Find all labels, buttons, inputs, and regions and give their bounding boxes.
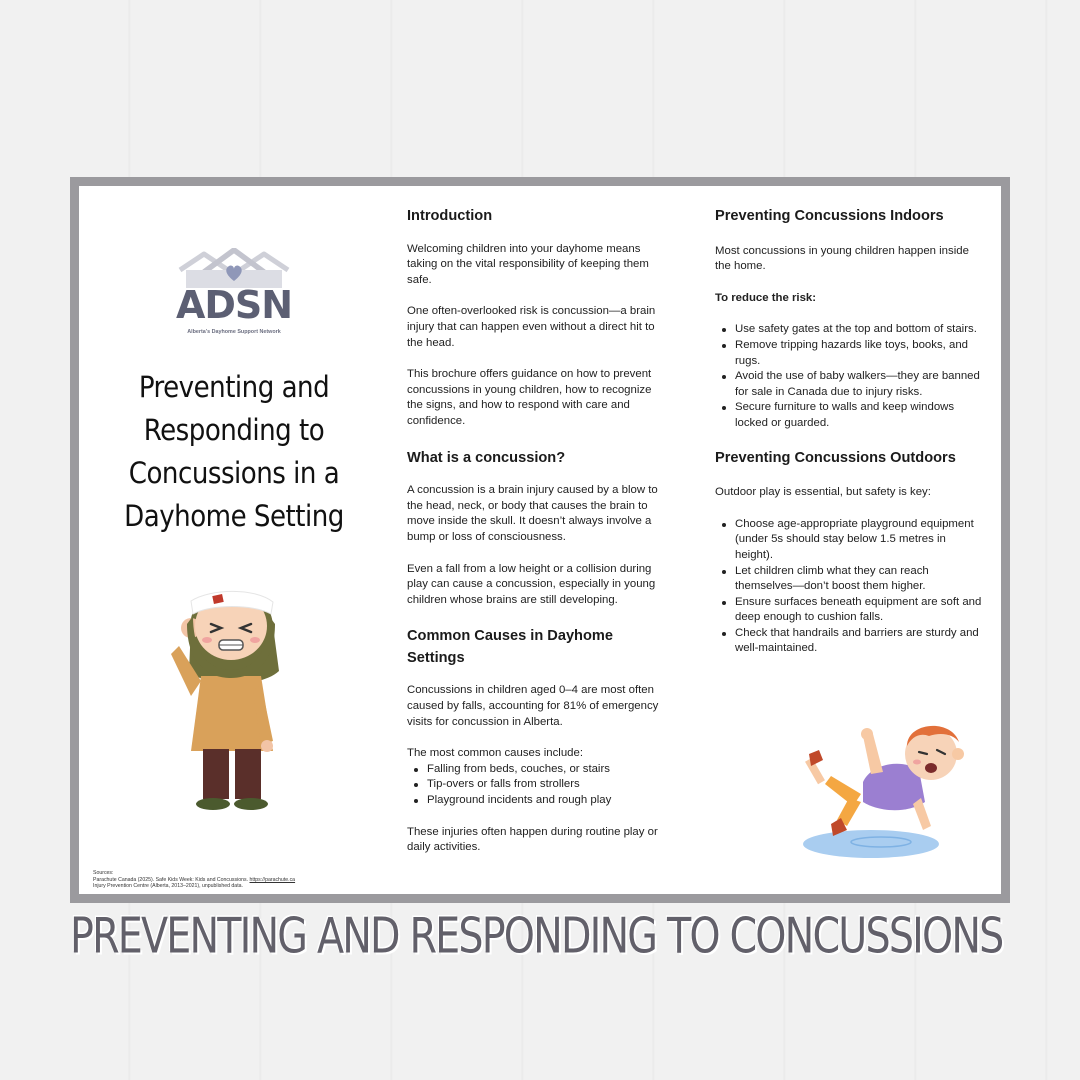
- sources-line-1: Parachute Canada (2025). Safe Kids Week: Kids and Concussions. https://parachute.ca: [93, 876, 296, 883]
- sources-line-2: Injury Prevention Centre (Alberta, 2013–2021), unpublished data.: [93, 883, 243, 890]
- sources-link[interactable]: https://parachute.ca: [249, 876, 296, 883]
- brochure-frame: [70, 177, 1010, 903]
- right-column: [715, 206, 983, 657]
- causes-list-intro: The most common causes include:: [407, 747, 583, 760]
- list-item: Check that handrails and barriers are sturdy and well-maintained.: [715, 626, 983, 657]
- cover-title: Preventing and Responding to Concussions in a Dayhome Setting: [124, 370, 344, 533]
- brochure-sheet: [79, 186, 1001, 894]
- what-heading: What is a concussion?: [407, 449, 566, 466]
- outdoors-heading: Preventing Concussions Outdoors: [715, 449, 956, 466]
- intro-paragraph-3: This brochure offers guidance on how to prevent concussions in young children, how to recognize the signs, and how to respond with care and confidence.: [407, 368, 652, 427]
- list-item: Choose age-appropriate playground equipment (under 5s should stay below 1.5 metres in height).: [715, 517, 983, 564]
- sources-label: Sources:: [93, 870, 114, 876]
- list-item: Playground incidents and rough play: [407, 793, 665, 809]
- intro-paragraph-2: One often-overlooked risk is concussion—a brain injury that can happen even without a direct hit to the head.: [407, 305, 656, 349]
- list-item: Use safety gates at the top and bottom of stairs.: [715, 322, 983, 338]
- list-item: Ensure surfaces beneath equipment are soft and deep enough to cushion falls.: [715, 595, 983, 626]
- what-paragraph-1: A concussion is a brain injury caused by a blow to the head, neck, or body that causes the brain to move inside the skull. It doesn’t always involve a bump or loss of consciousness.: [407, 484, 658, 543]
- causes-list: [407, 762, 665, 809]
- intro-paragraph-1: Welcoming children into your dayhome means taking on the vital responsibility of keeping them safe.: [407, 242, 649, 286]
- injured-girl-illustration: [161, 566, 301, 816]
- causes-heading: Common Causes in Dayhome Settings: [407, 628, 613, 666]
- list-item: Remove tripping hazards like toys, books, and rugs.: [715, 338, 983, 369]
- logo-abbr: ADSN: [175, 283, 293, 327]
- list-item: Secure furniture to walls and keep windows locked or guarded.: [715, 400, 983, 431]
- bottom-banner-title: PREVENTING AND RESPONDING TO CONCUSSIONS: [70, 907, 1003, 965]
- list-item: Falling from beds, couches, or stairs: [407, 762, 665, 778]
- indoors-subheading: To reduce the risk:: [715, 291, 817, 304]
- causes-paragraph-2: These injuries often happen during routine play or daily activities.: [407, 825, 658, 854]
- what-paragraph-2: Even a fall from a low height or a collision during play can cause a concussion, especially in young children whose brains are still developing.: [407, 562, 656, 606]
- adsn-logo: [174, 248, 294, 344]
- logo-org-name: Alberta's Dayhome Support Network: [187, 329, 281, 335]
- falling-boy-illustration: [801, 714, 976, 864]
- intro-heading: Introduction: [407, 208, 493, 224]
- list-item: Avoid the use of baby walkers—they are banned for sale in Canada due to injury risks.: [715, 369, 983, 400]
- list-item: Tip-overs or falls from strollers: [407, 777, 665, 793]
- middle-column: [407, 206, 665, 856]
- list-item: Let children climb what they can reach themselves—don’t boost them higher.: [715, 564, 983, 595]
- indoors-list: [715, 322, 983, 431]
- outdoors-paragraph-1: Outdoor play is essential, but safety is key:: [715, 486, 931, 499]
- indoors-heading: Preventing Concussions Indoors: [715, 208, 944, 224]
- sources-footnote: [93, 870, 393, 890]
- indoors-paragraph-1: Most concussions in young children happen inside the home.: [715, 244, 969, 273]
- outdoors-list: [715, 517, 983, 657]
- causes-paragraph-1: Concussions in children aged 0–4 are most often caused by falls, accounting for 81% of emergency visits for concussion in Alberta.: [407, 684, 659, 728]
